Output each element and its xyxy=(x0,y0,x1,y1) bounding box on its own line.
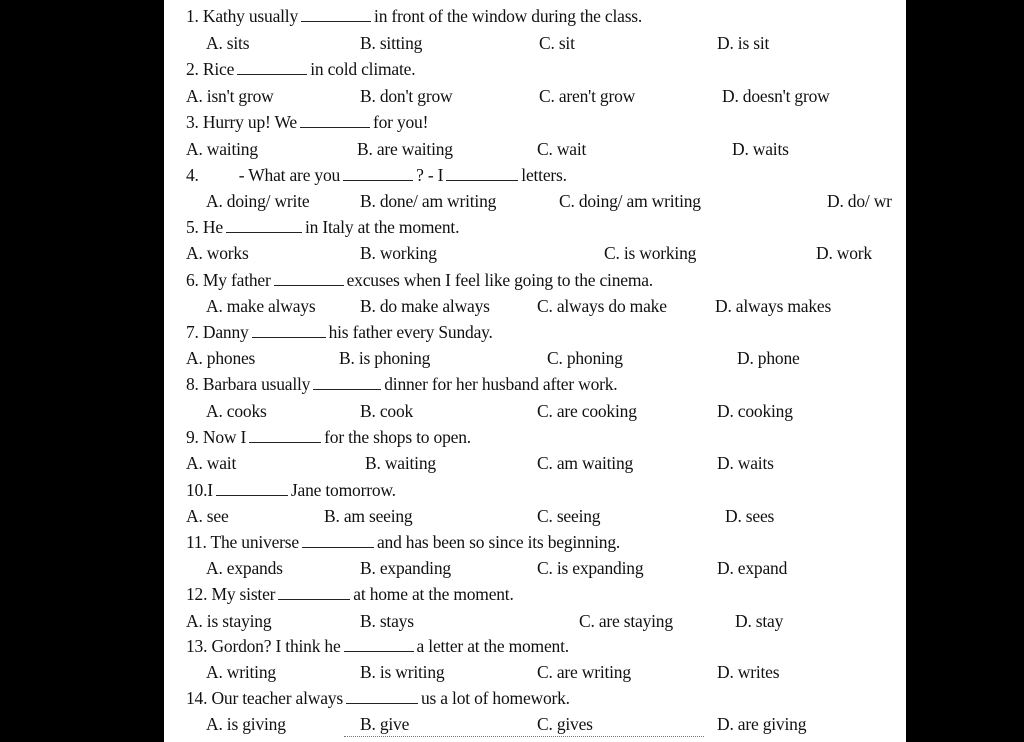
q10-option-b[interactable]: B. am seeing xyxy=(324,506,413,526)
q11-option-b[interactable]: B. expanding xyxy=(360,558,451,578)
q14-option-b[interactable]: B. give xyxy=(360,714,410,734)
q3-option-a[interactable]: A. waiting xyxy=(186,139,258,159)
q1-option-c[interactable]: C. sit xyxy=(539,33,575,53)
q5-option-d[interactable]: D. work xyxy=(816,243,872,263)
question-9: 9. Now I for the shops to open. xyxy=(186,427,471,447)
question-4: 4. - What are you ? - I letters. xyxy=(186,165,567,185)
cut-off-next-line xyxy=(344,736,704,742)
q6-option-b[interactable]: B. do make always xyxy=(360,296,490,316)
q8-option-d[interactable]: D. cooking xyxy=(717,401,793,421)
q3-option-d[interactable]: D. waits xyxy=(732,139,789,159)
q1-option-d[interactable]: D. is sit xyxy=(717,33,770,53)
question-8: 8. Barbara usually dinner for her husband after work. xyxy=(186,374,618,394)
q13-option-b[interactable]: B. is writing xyxy=(360,662,445,682)
q12-option-a[interactable]: A. is staying xyxy=(186,611,272,631)
q4-option-c[interactable]: C. doing/ am writing xyxy=(559,191,701,211)
question-2: 2. Rice in cold climate. xyxy=(186,59,416,79)
q13-option-a[interactable]: A. writing xyxy=(206,662,276,682)
q10-option-a[interactable]: A. see xyxy=(186,506,229,526)
q3-option-b[interactable]: B. are waiting xyxy=(357,139,453,159)
q13-option-c[interactable]: C. are writing xyxy=(537,662,631,682)
q7-option-b[interactable]: B. is phoning xyxy=(339,348,431,368)
q8-option-a[interactable]: A. cooks xyxy=(206,401,267,421)
question-3: 3. Hurry up! We for you! xyxy=(186,112,429,132)
q13-option-d[interactable]: D. writes xyxy=(717,662,780,682)
question-5: 5. He in Italy at the moment. xyxy=(186,217,460,237)
q6-option-a[interactable]: A. make always xyxy=(206,296,316,316)
question-13: 13. Gordon? I think he a letter at the moment. xyxy=(186,636,569,656)
q8-option-c[interactable]: C. are cooking xyxy=(537,401,637,421)
q11-option-d[interactable]: D. expand xyxy=(717,558,788,578)
q9-option-b[interactable]: B. waiting xyxy=(365,453,436,473)
q11-option-a[interactable]: A. expands xyxy=(206,558,283,578)
question-6: 6. My father excuses when I feel like going to the cinema. xyxy=(186,270,653,290)
q2-option-a[interactable]: A. isn't grow xyxy=(186,86,274,106)
q14-option-a[interactable]: A. is giving xyxy=(206,714,286,734)
question-10: 10.I Jane tomorrow. xyxy=(186,480,396,500)
question-1: 1. Kathy usually in front of the window during the class. xyxy=(186,6,643,26)
q9-option-a[interactable]: A. wait xyxy=(186,453,237,473)
q4-option-d[interactable]: D. do/ wr xyxy=(827,191,892,211)
q7-option-c[interactable]: C. phoning xyxy=(547,348,623,368)
q10-option-d[interactable]: D. sees xyxy=(725,506,775,526)
q5-option-c[interactable]: C. is working xyxy=(604,243,697,263)
question-14: 14. Our teacher always us a lot of homework. xyxy=(186,688,570,708)
q9-option-d[interactable]: D. waits xyxy=(717,453,774,473)
q6-option-d[interactable]: D. always makes xyxy=(715,296,832,316)
q1-option-a[interactable]: A. sits xyxy=(206,33,250,53)
q7-option-d[interactable]: D. phone xyxy=(737,348,800,368)
q9-option-c[interactable]: C. am waiting xyxy=(537,453,634,473)
q12-option-b[interactable]: B. stays xyxy=(360,611,414,631)
q4-option-a[interactable]: A. doing/ write xyxy=(206,191,310,211)
q3-option-c[interactable]: C. wait xyxy=(537,139,587,159)
q2-option-d[interactable]: D. doesn't grow xyxy=(722,86,830,106)
q14-option-c[interactable]: C. gives xyxy=(537,714,593,734)
q5-option-a[interactable]: A. works xyxy=(186,243,249,263)
question-12: 12. My sister at home at the moment. xyxy=(186,584,514,604)
q6-option-c[interactable]: C. always do make xyxy=(537,296,667,316)
q7-option-a[interactable]: A. phones xyxy=(186,348,256,368)
q14-option-d[interactable]: D. are giving xyxy=(717,714,807,734)
q11-option-c[interactable]: C. is expanding xyxy=(537,558,644,578)
q8-option-b[interactable]: B. cook xyxy=(360,401,414,421)
q4-option-b[interactable]: B. done/ am writing xyxy=(360,191,497,211)
q2-option-c[interactable]: C. aren't grow xyxy=(539,86,636,106)
q5-option-b[interactable]: B. working xyxy=(360,243,437,263)
q2-option-b[interactable]: B. don't grow xyxy=(360,86,453,106)
q12-option-d[interactable]: D. stay xyxy=(735,611,784,631)
worksheet-page xyxy=(164,0,906,742)
question-11: 11. The universe and has been so since its beginning. xyxy=(186,532,621,552)
q12-option-c[interactable]: C. are staying xyxy=(579,611,673,631)
q1-option-b[interactable]: B. sitting xyxy=(360,33,423,53)
question-7: 7. Danny his father every Sunday. xyxy=(186,322,493,342)
q10-option-c[interactable]: C. seeing xyxy=(537,506,601,526)
